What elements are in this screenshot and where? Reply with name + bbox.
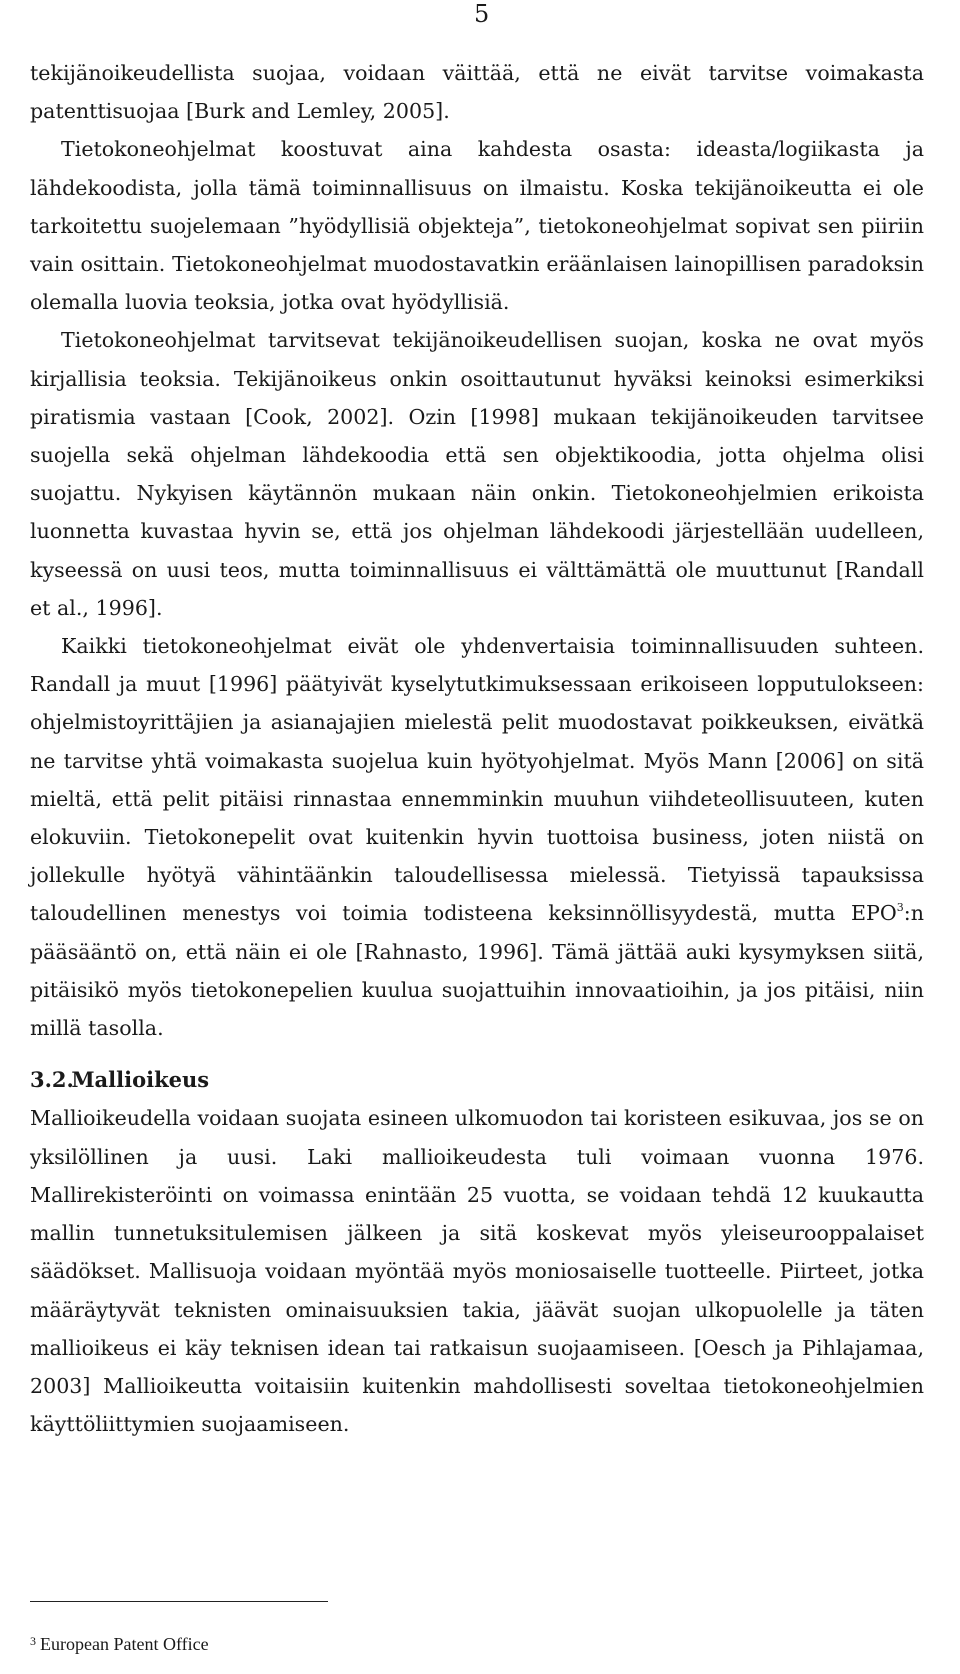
section-heading	[30, 1061, 924, 1099]
section-title: Mallioikeus	[71, 1067, 210, 1093]
paragraph-4-text-b: :n pääsääntö on, että näin ei ole [Rahnasto, 1996]. Tämä jättää auki kysymyksen siitä, pitäisikö myös tietokonepelien kuulua suojattuihin innovaatioihin, ja jos pitäisi, niin millä tasolla.	[30, 901, 924, 1041]
body-text	[30, 54, 924, 1443]
section-number: 3.2.	[30, 1067, 74, 1093]
paragraph-4	[30, 627, 924, 1047]
footnote-reference: 3	[896, 900, 904, 914]
paragraph-4-text-a: Kaikki tietokoneohjelmat eivät ole yhdenvertaisia toiminnallisuuden suhteen. Randall ja muut [1996] päätyivät kyselytutkimuksessaan erikoiseen lopputulokseen: ohjelmistoyrittäjien ja asianajajien mielestä pelit muodostavat poikkeuksen, eivätkä ne tarvitse yhtä voimakasta suojelua kuin hyötyohjelmat. Myös Mann [2006] on sitä mieltä, että pelit pitäisi rinnastaa ennemminkin muuhun viihdeteollisuuteen, kuten elokuviin. Tietokonepelit ovat kuitenkin hyvin tuottoisa business, joten niistä on jollekulle hyötyä vähintäänkin taloudellisessa mielessä. Tietyissä tapauksissa taloudellinen menestys voi toimia todisteena keksinnöllisyydestä, mutta EPO	[30, 634, 924, 926]
paragraph-1: tekijänoikeudellista suojaa, voidaan väittää, että ne eivät tarvitse voimakasta patenttisuojaa [Burk and Lemley, 2005].	[30, 61, 924, 124]
footnote-divider	[30, 1601, 328, 1602]
footnote-mark: 3	[30, 1634, 36, 1648]
paragraph-3: Tietokoneohjelmat tarvitsevat tekijänoikeudellisen suojan, koska ne ovat myös kirjallisia teoksia. Tekijänoikeus onkin osoittautunut hyväksi keinoksi esimerkiksi piratismia vastaan [Cook, 2002]. Ozin [1998] mukaan tekijänoikeuden tarvitsee suojella sekä ohjelman lähdekoodia että sen objektikoodia, jotta ohjelma olisi suojattu. Nykyisen käytännön mukaan näin onkin. Tietokoneohjelmien erikoista luonnetta kuvastaa hyvin se, että jos ohjelman lähdekoodi järjestellään uudelleen, kyseessä on uusi teos, mutta toiminnallisuus ei välttämättä ole muuttunut [Randall et al., 1996].	[30, 328, 924, 620]
footnote	[30, 1633, 209, 1657]
section-paragraph: Mallioikeudella voidaan suojata esineen ulkomuodon tai koristeen esikuvaa, jos se on yksilöllinen ja uusi. Laki mallioikeudesta tuli voimaan vuonna 1976. Mallirekisteröinti on voimassa enintään 25 vuotta, se voidaan tehdä 12 kuukautta mallin tunnetuksitulemisen jälkeen ja sitä koskevat myös yleiseurooppalaiset säädökset. Mallisuoja voidaan myöntää myös moniosaiselle tuotteelle. Piirteet, jotka määräytyvät teknisten ominaisuuksien takia, jäävät suojan ulkopuolelle ja täten mallioikeus ei käy teknisen idean tai ratkaisun suojaamiseen. [Oesch ja Pihlajamaa, 2003] Mallioikeutta voitaisiin kuitenkin mahdollisesti soveltaa tietokoneohjelmien käyttöliittymien suojaamiseen.	[30, 1106, 924, 1437]
page-number: 5	[474, 0, 490, 28]
paragraph-2: Tietokoneohjelmat koostuvat aina kahdesta osasta: ideasta/logiikasta ja lähdekoodista, jolla tämä toiminnallisuus on ilmaistu. Koska tekijänoikeutta ei ole tarkoitettu suojelemaan ”hyödyllisiä objekteja”, tietokoneohjelmat sopivat sen piiriin vain osittain. Tietokoneohjelmat muodostavatkin eräänlaisen lainopillisen paradoksin olemalla luovia teoksia, jotka ovat hyödyllisiä.	[30, 137, 924, 315]
footnote-text: European Patent Office	[40, 1634, 209, 1654]
